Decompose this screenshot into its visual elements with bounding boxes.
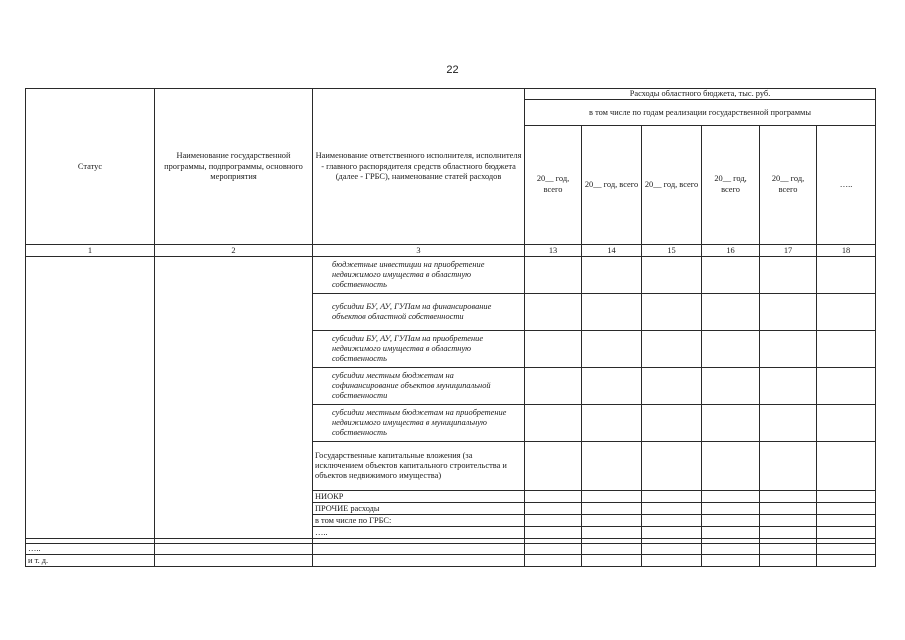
col-number: 15	[642, 245, 702, 257]
table-row	[26, 257, 876, 294]
budget-table	[25, 88, 876, 567]
row-label: субсидии БУ, АУ, ГУПам на финансирование объектов областной собственности	[313, 294, 525, 331]
table-row	[26, 544, 876, 555]
tail-label: …..	[26, 544, 155, 555]
row-label: в том числе по ГРБС:	[313, 515, 525, 527]
row-label: НИОКР	[313, 491, 525, 503]
row-label: бюджетные инвестиции на приобретение недвижимого имущества в областную собственность	[313, 257, 525, 294]
header-year-15: 20__ год, всего	[642, 126, 702, 245]
header-executor: Наименование ответственного исполнителя, исполнителя - главного распорядителя средств областного бюджета (далее - ГРБС), наименование статей расходов	[313, 89, 525, 245]
col-number: 14	[582, 245, 642, 257]
col-number: 13	[525, 245, 582, 257]
status-cell	[26, 257, 155, 539]
row-label: …..	[313, 527, 525, 539]
col-number: 2	[155, 245, 313, 257]
program-cell	[155, 257, 313, 539]
row-label: субсидии БУ, АУ, ГУПам на приобретение недвижимого имущества в областную собственность	[313, 331, 525, 368]
header-status: Статус	[26, 89, 155, 245]
col-number: 1	[26, 245, 155, 257]
header-program: Наименование государственной программы, подпрограммы, основного мероприятия	[155, 89, 313, 245]
col-number: 18	[817, 245, 876, 257]
col-number: 3	[313, 245, 525, 257]
row-label: ПРОЧИЕ расходы	[313, 503, 525, 515]
header-year-14: 20__ год, всего	[582, 126, 642, 245]
tail-label: и т. д.	[26, 555, 155, 567]
table-row	[26, 555, 876, 567]
col-number: 17	[760, 245, 817, 257]
header-year-16: 20__ год, всего	[702, 126, 760, 245]
col-number: 16	[702, 245, 760, 257]
row-label: субсидии местным бюджетам на софинансирование объектов муниципальной собственности	[313, 368, 525, 405]
header-year-13: 20__ год, всего	[525, 126, 582, 245]
header-by-years: в том числе по годам реализации государственной программы	[525, 100, 876, 126]
header-expenses: Расходы областного бюджета, тыс. руб.	[525, 89, 876, 100]
column-numbers-row	[26, 245, 876, 257]
page-number: 22	[446, 64, 459, 76]
row-label: Государственные капитальные вложения (за исключением объектов капитального строительства и объектов недвижимого имущества)	[313, 442, 525, 491]
header-year-18: …..	[817, 126, 876, 245]
row-label: субсидии местным бюджетам на приобретение недвижимого имущества в муниципальную собственность	[313, 405, 525, 442]
header-year-17: 20__ год, всего	[760, 126, 817, 245]
